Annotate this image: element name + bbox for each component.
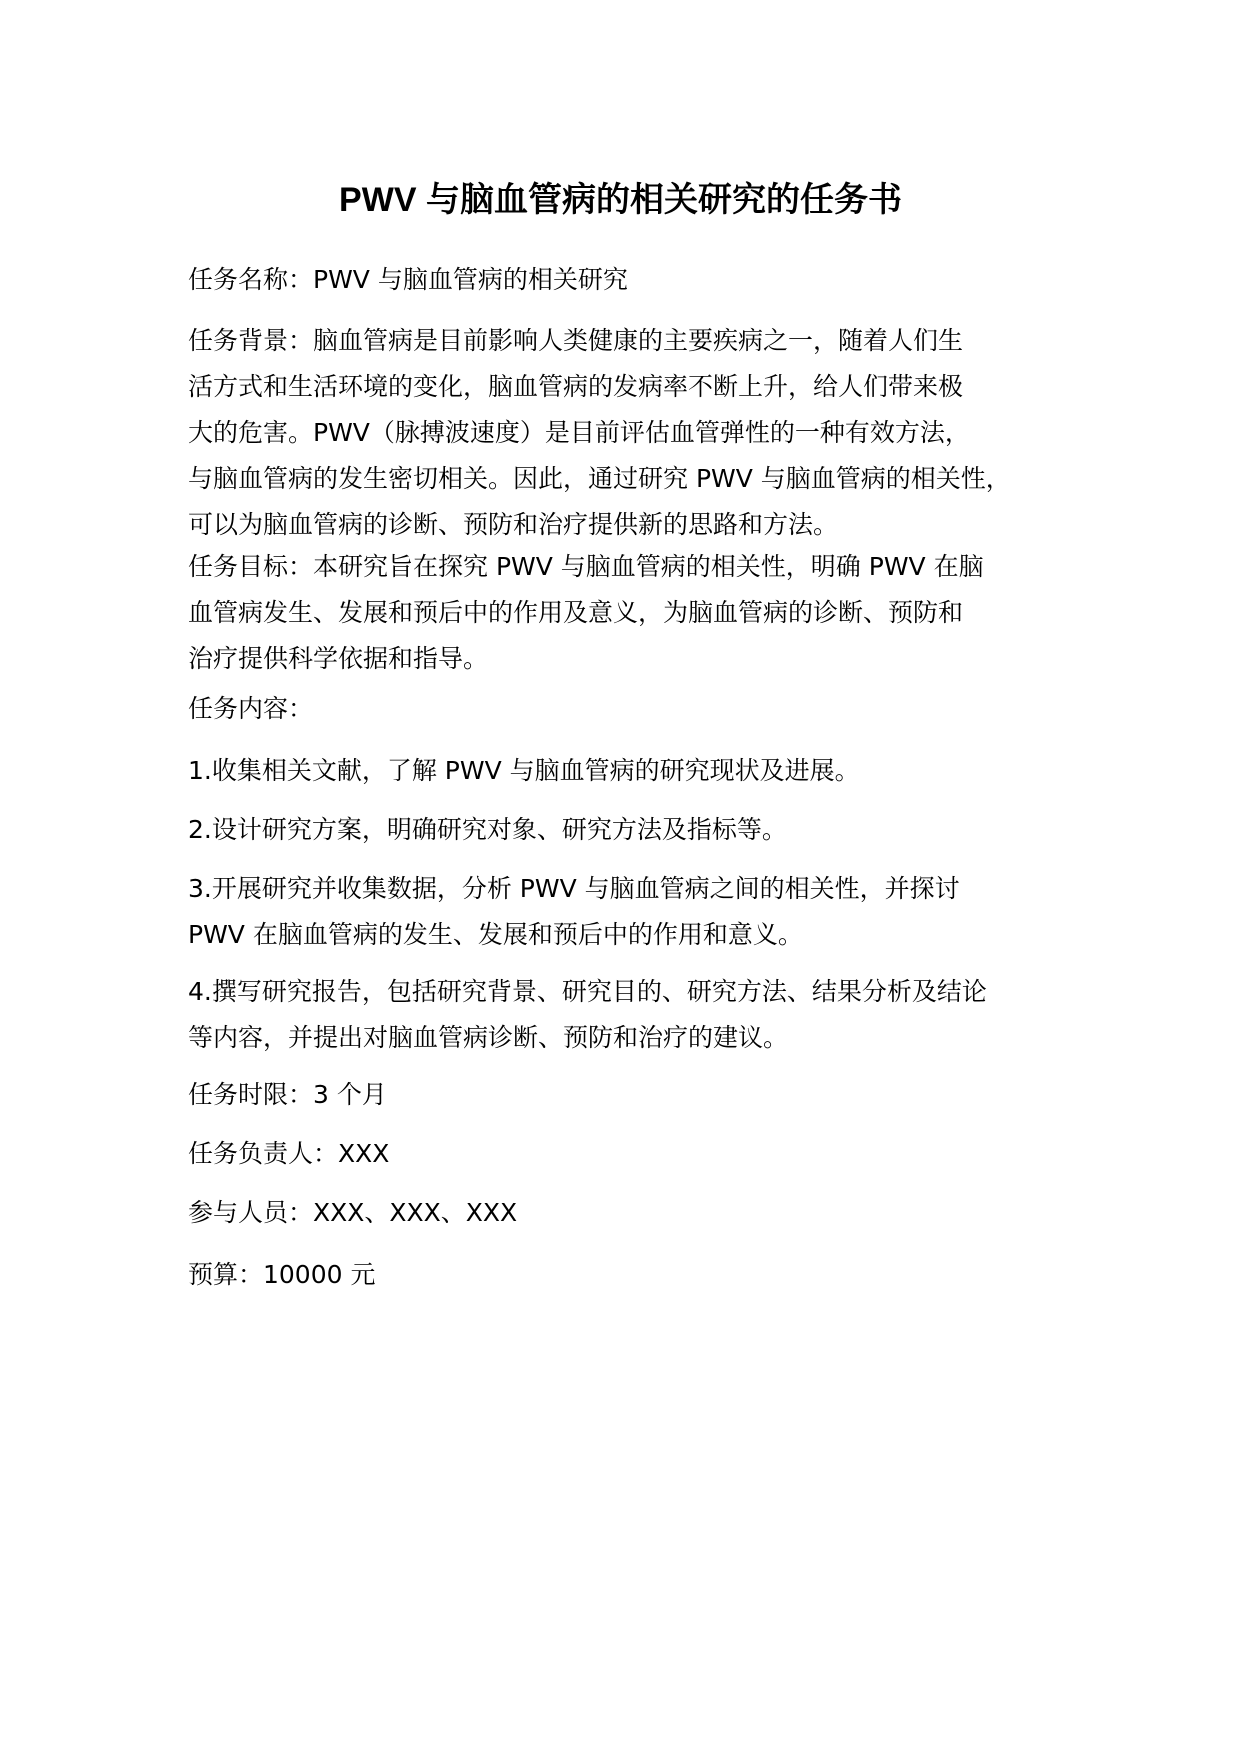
content-item-1: 1.收集相关文献，了解 PWV 与脑血管病的研究现状及进展。 <box>188 756 860 785</box>
content-item-4: 4.撰写研究报告，包括研究背景、研究目的、研究方法、结果分析及结论 等内容，并提出对脑血管病诊断、预防和治疗的建议。 <box>188 977 987 1052</box>
content-item-2: 2.设计研究方案，明确研究对象、研究方法及指标等。 <box>188 815 787 844</box>
task-objective-paragraph: 任务目标：本研究旨在探究 PWV 与脑血管病的相关性，明确 PWV 在脑 血管病发生、发展和预后中的作用及意义，为脑血管病的诊断、预防和 治疗提供科学依据和指导。 <box>188 552 984 673</box>
document-title: PWV 与脑血管病的相关研究的任务书 <box>339 181 902 219</box>
task-leader-line: 任务负责人：XXX <box>188 1139 390 1168</box>
task-duration-line: 任务时限：3 个月 <box>188 1080 387 1109</box>
task-name-line: 任务名称：PWV 与脑血管病的相关研究 <box>188 265 628 294</box>
task-background-paragraph: 任务背景：脑血管病是目前影响人类健康的主要疾病之一，随着人们生 活方式和生活环境的变化，脑血管病的发病率不断上升，给人们带来极 大的危害。PWV（脉搏波速度）是目前评估血管弹性的一种有效方法， 与脑血管病的发生密切相关。因此，通过研究 PWV 与脑血管病的相关性， 可以为脑血管病的诊断、预防和治疗提供新的思路和方法。 <box>188 326 1011 539</box>
task-content-heading: 任务内容： <box>188 694 314 723</box>
content-item-3: 3.开展研究并收集数据，分析 PWV 与脑血管病之间的相关性，并探讨 PWV 在脑血管病的发生、发展和预后中的作用和意义。 <box>188 874 960 949</box>
participants-line: 参与人员：XXX、XXX、XXX <box>188 1198 518 1227</box>
budget-line: 预算：10000 元 <box>188 1260 376 1289</box>
